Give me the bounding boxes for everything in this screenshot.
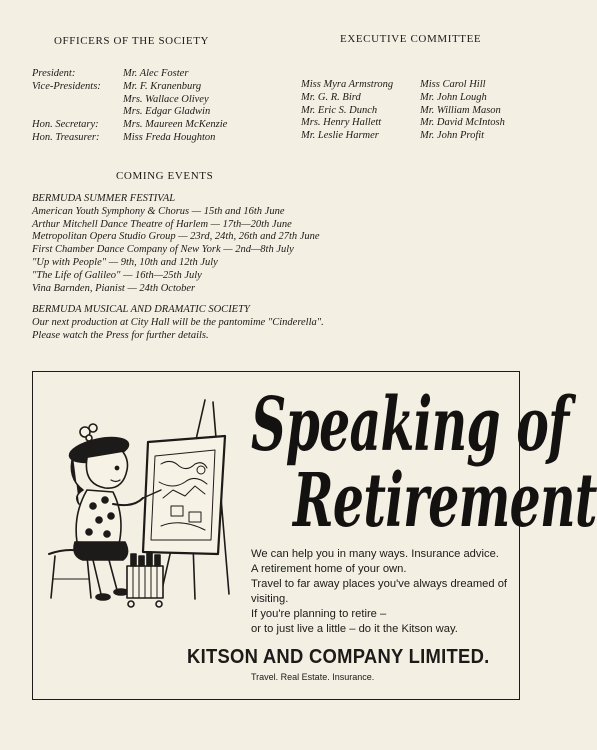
society-title: BERMUDA MUSICAL AND DRAMATIC SOCIETY [32, 304, 250, 315]
role-hon-secretary: Hon. Secretary: [32, 119, 99, 131]
festival-item: First Chamber Dance Company of New York — 2nd—8th July [32, 244, 294, 256]
copy-line: Travel to far away places you've always dreamed of [251, 578, 508, 590]
committee-member: Mr. Eric S. Dunch [301, 104, 378, 116]
society-line: Our next production at City Hall will be the pantomime "Cinderella". [32, 316, 324, 328]
officer-name: Miss Freda Houghton [123, 131, 216, 143]
officers-heading: OFFICERS OF THE SOCIETY [54, 35, 210, 47]
committee-member: Mrs. Henry Hallett [301, 117, 382, 129]
copy-line: If you're planning to retire – [251, 608, 387, 620]
festival-title: BERMUDA SUMMER FESTIVAL [32, 193, 176, 204]
committee-member: Mr. William Mason [420, 104, 501, 116]
copy-line: or to just live a little – do it the Kitson way. [251, 623, 458, 635]
committee-right-column [420, 79, 505, 143]
copy-line: We can help you in many ways. Insurance advice. [251, 548, 499, 560]
festival-item: American Youth Symphony & Chorus — 15th and 16th June [32, 205, 285, 217]
role-hon-treasurer: Hon. Treasurer: [32, 131, 100, 143]
officer-name: Mr. Alec Foster [123, 68, 189, 79]
festival-item: Vina Barnden, Pianist — 24th October [32, 282, 196, 294]
officer-roles [32, 68, 101, 145]
committee-member: Mr. Leslie Harmer [301, 130, 379, 142]
society-line: Please watch the Press for further details. [32, 329, 209, 341]
officer-name: Mr. F. Kranenburg [123, 80, 202, 92]
committee-left-column [301, 79, 393, 143]
company-tagline: Travel. Real Estate. Insurance. [251, 672, 375, 682]
festival-item: "Up with People" — 9th, 10th and 12th July [32, 256, 218, 268]
painter-illustration-icon [43, 394, 243, 619]
committee-member: Mr. John Profit [420, 130, 485, 142]
officer-name: Mrs. Wallace Olivey [123, 93, 209, 105]
officer-names [123, 68, 227, 145]
festival-item: Metropolitan Opera Studio Group — 23rd, 24th, 26th and 27th June [32, 231, 320, 243]
officer-name: Mrs. Maureen McKenzie [123, 119, 228, 131]
copy-line: A retirement home of your own. [251, 563, 407, 575]
committee-member: Mr. David McIntosh [420, 117, 505, 129]
headline-line-1: Speaking of [251, 382, 569, 468]
festival-item: Arthur Mitchell Dance Theatre of Harlem — 17th—20th June [32, 218, 292, 230]
advertisement-box [32, 371, 597, 700]
festival-item: "The Life of Galileo" — 16th—25th July [32, 269, 202, 281]
festival-block [32, 193, 320, 295]
events-heading: COMING EVENTS [116, 170, 214, 182]
role-blank-2 [32, 106, 101, 119]
role-blank-1 [32, 94, 101, 107]
committee-member: Miss Myra Armstrong [301, 79, 394, 90]
society-block [32, 304, 324, 342]
committee-member: Miss Carol Hill [420, 79, 486, 90]
role-president: President: [32, 68, 76, 79]
committee-heading: EXECUTIVE COMMITTEE [340, 33, 482, 45]
committee-member: Mr. John Lough [420, 91, 487, 103]
officer-name: Mrs. Edgar Gladwin [123, 106, 211, 118]
role-vice-presidents: Vice-Presidents: [32, 80, 101, 92]
copy-line: visiting. [251, 593, 289, 605]
advert-copy [251, 547, 521, 637]
committee-member: Mr. G. R. Bird [301, 91, 361, 103]
headline-line-2: Retirement [293, 458, 597, 544]
company-name: KITSON AND COMPANY LIMITED. [187, 646, 490, 668]
